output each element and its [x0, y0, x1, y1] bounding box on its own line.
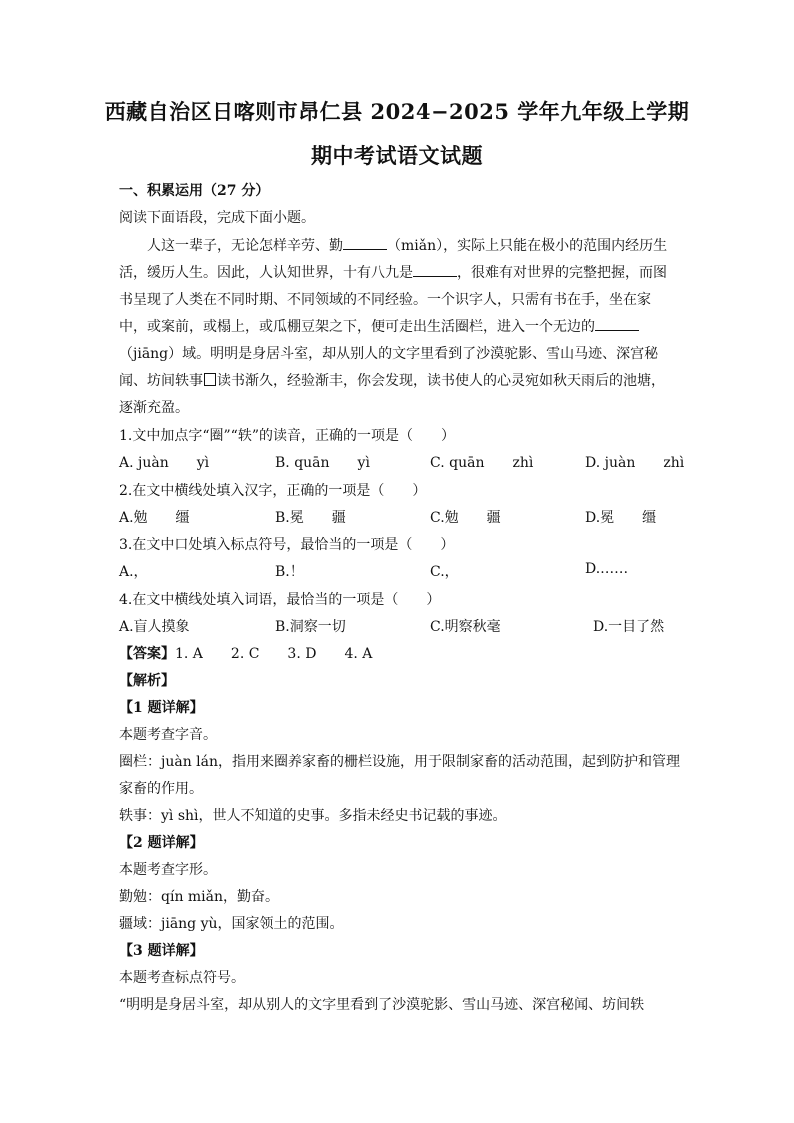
document-title-line-1: 西藏自治区日喀则市昂仁县 2024−2025 学年九年级上学期: [104, 99, 690, 124]
option-a: A.，: [119, 564, 148, 580]
option-d: D. juàn zhì: [585, 455, 685, 471]
option-b: B.！: [275, 564, 304, 580]
option-a: A.勉 缰: [119, 510, 190, 526]
option-b: B. quān yì: [275, 455, 370, 471]
option-c: C.勉 疆: [430, 510, 501, 526]
question-2-options: [119, 507, 679, 525]
option-d: D.冕 缰: [585, 510, 657, 526]
detail-2-intro: 本题考查字形。: [119, 862, 217, 878]
detail-3-line-1: “明明是身居斗室，却从别人的文字里看到了沙漠驼影、雪山马迹、深宫秘闻、坊间轶: [119, 997, 645, 1013]
answer-items: 1. A 2. C 3. D 4. A: [175, 646, 373, 662]
detail-1-line-3: 轶事：yì shì，世人不知道的史事。多指未经史书记载的事迹。: [119, 808, 507, 824]
passage-text: ，很难有对世界的完整把握，而图: [457, 265, 667, 281]
passage-line-2: [119, 262, 667, 282]
option-c: C. quān zhì: [430, 455, 534, 471]
option-a: A.盲人摸象: [119, 619, 190, 635]
answer-label: 【答案】: [119, 646, 175, 662]
passage-text: 闻、坊间轶事: [119, 373, 203, 389]
detail-1-heading: 【1 题详解】: [119, 700, 204, 716]
detail-2-heading: 【2 题详解】: [119, 835, 204, 851]
fill-blank: [343, 237, 387, 250]
passage-text: 人这一辈子，无论怎样辛劳、勤: [147, 238, 343, 254]
detail-2-line-2: 疆域：jiāng yù，国家领土的范围。: [119, 916, 344, 932]
section-heading: 一、积累运用（27 分）: [119, 183, 270, 199]
answer-line: [119, 643, 372, 663]
passage-line-7: 逐渐充盈。: [119, 400, 189, 416]
document-title-line-2: 期中考试语文试题: [311, 143, 483, 168]
option-b: B.洞察一切: [275, 619, 346, 635]
option-a: A. juàn yì: [119, 455, 210, 471]
option-c: C.，: [430, 564, 459, 580]
passage-line-1: [147, 235, 667, 255]
detail-2-line-1: 勤勉：qín miǎn，勤奋。: [119, 889, 280, 905]
option-d: D.……: [585, 561, 629, 577]
analysis-label: 【解析】: [119, 673, 175, 689]
detail-3-heading: 【3 题详解】: [119, 943, 204, 959]
question-3-options: [119, 561, 679, 579]
question-1-stem: 1.文中加点字“圈”“轶”的读音，正确的一项是（ ）: [119, 428, 455, 444]
question-2-stem: 2.在文中横线处填入汉字，正确的一项是（ ）: [119, 483, 427, 499]
passage-line-3: 书呈现了人类在不同时期、不同领域的不同经验。一个识字人，只需有书在手，坐在家: [119, 292, 651, 308]
passage-text: （miǎn），实际上只能在极小的范围内经历生: [387, 238, 668, 254]
option-d: D.一目了然: [593, 619, 665, 635]
option-c: C.明察秋毫: [430, 619, 501, 635]
detail-1-intro: 本题考查字音。: [119, 727, 217, 743]
passage-text: 活，缓历人生。因此，人认知世界，十有八九是: [119, 265, 413, 281]
detail-1-line-1: 圈栏：juàn lán，指用来圈养家畜的栅栏设施，用于限制家畜的活动范围，起到防护和管理: [119, 754, 681, 770]
passage-line-6: [119, 370, 665, 390]
passage-line-4: [119, 316, 639, 336]
question-4-stem: 4.在文中横线处填入词语，最恰当的一项是（ ）: [119, 592, 441, 608]
passage-text: 中，或案前，或榻上，或瓜棚豆架之下，便可走出生活圈栏，进入一个无边的: [119, 319, 595, 335]
fill-blank: [413, 264, 457, 277]
question-3-stem: 3.在文中口处填入标点符号，最恰当的一项是（ ）: [119, 537, 455, 553]
detail-1-line-2: 家畜的作用。: [119, 781, 203, 797]
punctuation-box: [204, 373, 216, 386]
question-4-options: [119, 616, 679, 634]
passage-line-5: （jiāng）域。明明是身居斗室，却从别人的文字里看到了沙漠驼影、雪山马迹、深宫秘: [119, 346, 659, 362]
fill-blank: [595, 318, 639, 331]
option-b: B.冕 疆: [275, 510, 346, 526]
detail-3-intro: 本题考查标点符号。: [119, 970, 245, 986]
passage-text: 读书渐久，经验渐丰，你会发现，读书使人的心灵宛如秋天雨后的池塘，: [217, 373, 665, 389]
instruction-text: 阅读下面语段，完成下面小题。: [119, 210, 315, 226]
question-1-options: [119, 452, 685, 471]
